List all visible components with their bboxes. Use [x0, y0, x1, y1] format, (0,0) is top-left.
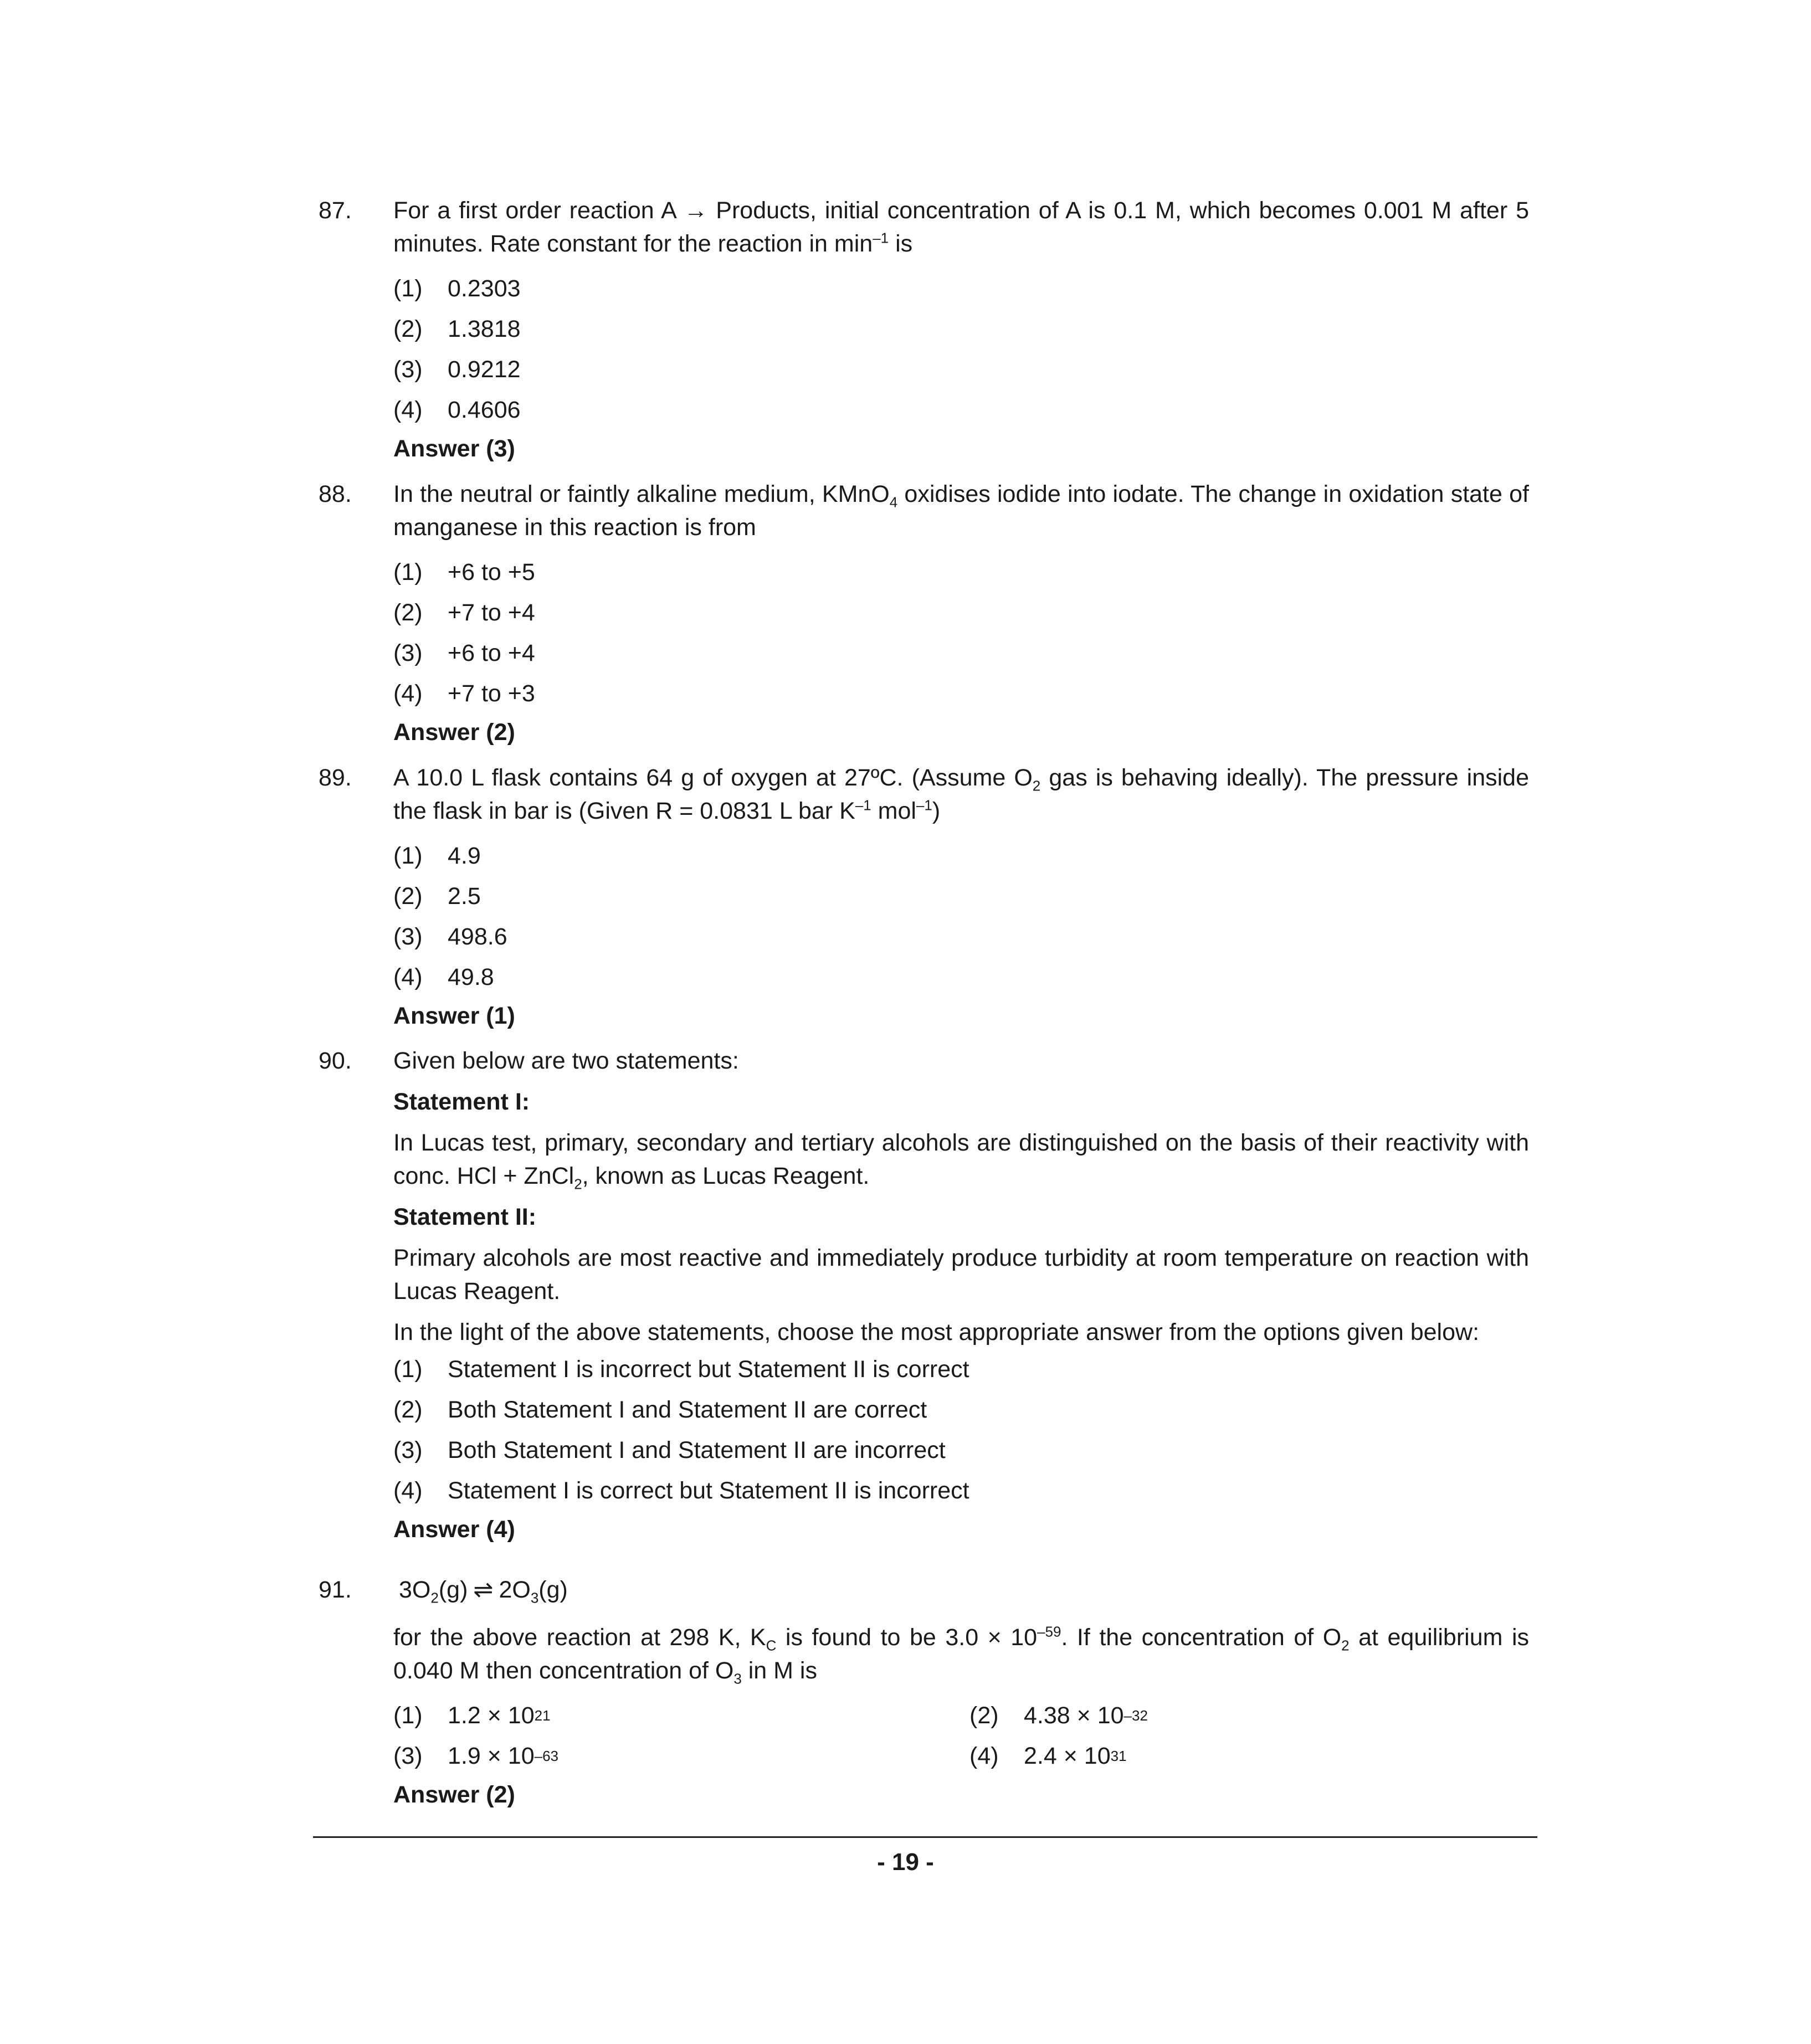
option-number: (4)	[393, 680, 423, 707]
option-number: (3)	[393, 1436, 423, 1463]
question-number: 90.	[319, 1047, 352, 1074]
stem-text: is found to be 3.0 × 10	[776, 1624, 1038, 1651]
option-number: (3)	[393, 923, 423, 950]
option-number: (1)	[393, 1355, 423, 1383]
option-text: Statement I is incorrect but Statement II is correct	[448, 1355, 969, 1383]
option-number: (2)	[393, 1396, 423, 1423]
option-number: (1)	[393, 275, 423, 302]
option-1[interactable]	[393, 268, 1529, 309]
question-body	[393, 477, 1529, 749]
question-stem: Given below are two statements:	[393, 1047, 739, 1074]
superscript: –59	[1037, 1623, 1061, 1640]
superscript: –1	[855, 797, 871, 814]
question-body	[393, 1573, 1529, 1811]
question-stem	[393, 194, 1529, 260]
stem-text: A 10.0 L flask contains 64 g of oxygen at 27ºC. (Assume O	[393, 764, 1033, 791]
option-number: (2)	[393, 315, 423, 342]
answer-label: Answer (1)	[393, 1003, 515, 1029]
option-3[interactable]	[393, 349, 1529, 389]
option-text: 4.38 × 10	[1024, 1702, 1124, 1729]
option-number: (4)	[969, 1742, 999, 1769]
question-number: 88.	[319, 481, 352, 507]
option-text: 1.3818	[448, 315, 521, 342]
question-number: 87.	[319, 197, 352, 224]
option-text: 0.4606	[448, 396, 521, 423]
option-number: (3)	[393, 639, 423, 666]
equation-text: 3O	[399, 1576, 431, 1603]
option-text: 498.6	[448, 923, 507, 950]
option-number: (3)	[393, 1742, 423, 1769]
option-3[interactable]: (3) 1.9 × 10 –63	[393, 1735, 969, 1776]
option-text: 4.9	[448, 842, 481, 869]
option-text: 2.4 × 10	[1024, 1742, 1111, 1769]
option-text: +6 to +5	[448, 558, 535, 586]
question-stem	[393, 477, 1529, 544]
footer-divider	[313, 1836, 1537, 1838]
subscript: 3	[530, 1589, 539, 1606]
stem-text: at equilibrium is 0.040 M then concentration of O	[393, 1624, 1529, 1684]
option-1[interactable]	[393, 552, 1529, 592]
question-body	[393, 1044, 1529, 1546]
stem-text: . If the concentration of O	[1061, 1624, 1342, 1651]
option-2[interactable]: (2) 4.38 × 10 –32	[969, 1695, 1529, 1735]
option-text: 1.2 × 10	[448, 1702, 535, 1729]
options-list	[393, 552, 1529, 713]
answer-label: Answer (3)	[393, 435, 515, 462]
option-number: (4)	[393, 1477, 423, 1504]
question-number: 89.	[319, 764, 352, 791]
stem-text: Products, initial concentration of A is 0.1 M, which becomes 0.001 M after 5 minutes. Rate constant for the reaction in min	[393, 197, 1529, 257]
statement-1-heading: Statement I:	[393, 1088, 530, 1115]
question-body	[393, 194, 1529, 465]
answer-label: Answer (4)	[393, 1516, 515, 1543]
superscript: –1	[916, 797, 932, 814]
option-2[interactable]	[393, 1389, 1529, 1430]
page-number: - 19 -	[877, 1848, 934, 1876]
option-text: 49.8	[448, 963, 494, 990]
option-4[interactable]	[393, 957, 1529, 997]
option-4[interactable]	[393, 673, 1529, 713]
instruction-text: In the light of the above statements, choose the most appropriate answer from the options given below:	[393, 1319, 1480, 1345]
subscript: 4	[889, 494, 898, 511]
equilibrium-equation	[399, 1573, 1529, 1606]
option-text: +7 to +4	[448, 599, 535, 626]
option-4[interactable]: (4) 2.4 × 10 31	[969, 1735, 1529, 1776]
subscript: 2	[430, 1589, 439, 1606]
option-number: (2)	[393, 882, 423, 910]
option-text: +6 to +4	[448, 639, 535, 666]
stem-text: For a first order reaction A	[393, 197, 684, 224]
stem-text: for the above reaction at 298 K, K	[393, 1624, 766, 1651]
option-text: 0.2303	[448, 275, 521, 302]
subscript: C	[766, 1637, 777, 1654]
options-list	[393, 1349, 1529, 1511]
stem-text: )	[932, 798, 941, 824]
option-3[interactable]	[393, 1430, 1529, 1470]
stem-text: In the neutral or faintly alkaline medium, KMnO	[393, 481, 890, 507]
option-text: 1.9 × 10	[448, 1742, 535, 1769]
option-number: (3)	[393, 356, 423, 383]
subscript: 2	[574, 1175, 582, 1193]
answer-label: Answer (2)	[393, 1781, 515, 1808]
option-text: 2.5	[448, 882, 481, 910]
option-text: 0.9212	[448, 356, 521, 383]
option-number: (2)	[393, 599, 423, 626]
option-number: (1)	[393, 1702, 423, 1729]
statement-text: In Lucas test, primary, secondary and tertiary alcohols are distinguished on the basis of their reactivity with conc. HCl + ZnCl	[393, 1129, 1529, 1189]
statement-text: , known as Lucas Reagent.	[582, 1163, 870, 1189]
equation-text: 2O	[499, 1576, 531, 1603]
stem-text: oxidises iodide into iodate. The change in oxidation state of manganese in this reaction is from	[393, 481, 1529, 541]
subscript: 2	[1032, 777, 1041, 794]
subscript: 2	[1341, 1637, 1350, 1654]
question-stem	[393, 761, 1529, 828]
option-text: Both Statement I and Statement II are correct	[448, 1396, 927, 1423]
stem-text: mol	[871, 798, 916, 824]
option-text: Both Statement I and Statement II are incorrect	[448, 1436, 946, 1463]
option-number: (4)	[393, 396, 423, 423]
option-2[interactable]	[393, 876, 1529, 916]
stem-text: is	[889, 230, 913, 257]
equation-text: (g)	[438, 1576, 468, 1603]
options-list	[393, 268, 1529, 430]
option-3[interactable]	[393, 916, 1529, 957]
option-1[interactable]	[393, 1349, 1529, 1389]
option-1[interactable]: (1) 1.2 × 10 21	[393, 1695, 969, 1735]
stem-text: gas is behaving ideally). The pressure inside the flask in bar is (Given R = 0.0831 L bar K	[393, 764, 1529, 824]
options-grid	[393, 1695, 1529, 1776]
question-body	[393, 761, 1529, 1033]
statement-2-heading: Statement II:	[393, 1204, 537, 1230]
option-2[interactable]	[393, 309, 1529, 349]
equation-text: (g)	[538, 1576, 568, 1603]
option-number: (2)	[969, 1702, 999, 1729]
option-4[interactable]	[393, 1470, 1529, 1511]
option-2[interactable]	[393, 592, 1529, 633]
answer-label: Answer (2)	[393, 719, 515, 746]
option-1[interactable]	[393, 835, 1529, 876]
question-number: 91.	[319, 1576, 352, 1603]
option-number: (4)	[393, 963, 423, 990]
statement-1-text	[393, 1126, 1529, 1193]
subscript: 3	[733, 1670, 742, 1687]
option-text: +7 to +3	[448, 680, 535, 707]
options-list	[393, 835, 1529, 997]
option-4[interactable]	[393, 389, 1529, 430]
option-number: (1)	[393, 842, 423, 869]
option-number: (1)	[393, 558, 423, 586]
reaction-arrow: →	[684, 197, 708, 224]
option-3[interactable]	[393, 633, 1529, 673]
option-text: Statement I is correct but Statement II is incorrect	[448, 1477, 969, 1504]
superscript: –1	[873, 229, 889, 246]
equilibrium-arrow: ⇌	[473, 1576, 494, 1603]
question-stem	[393, 1621, 1529, 1687]
stem-text: in M is	[741, 1657, 817, 1684]
statement-2-text: Primary alcohols are most reactive and immediately produce turbidity at room temperature on reaction with Lucas Reagent.	[393, 1245, 1529, 1305]
